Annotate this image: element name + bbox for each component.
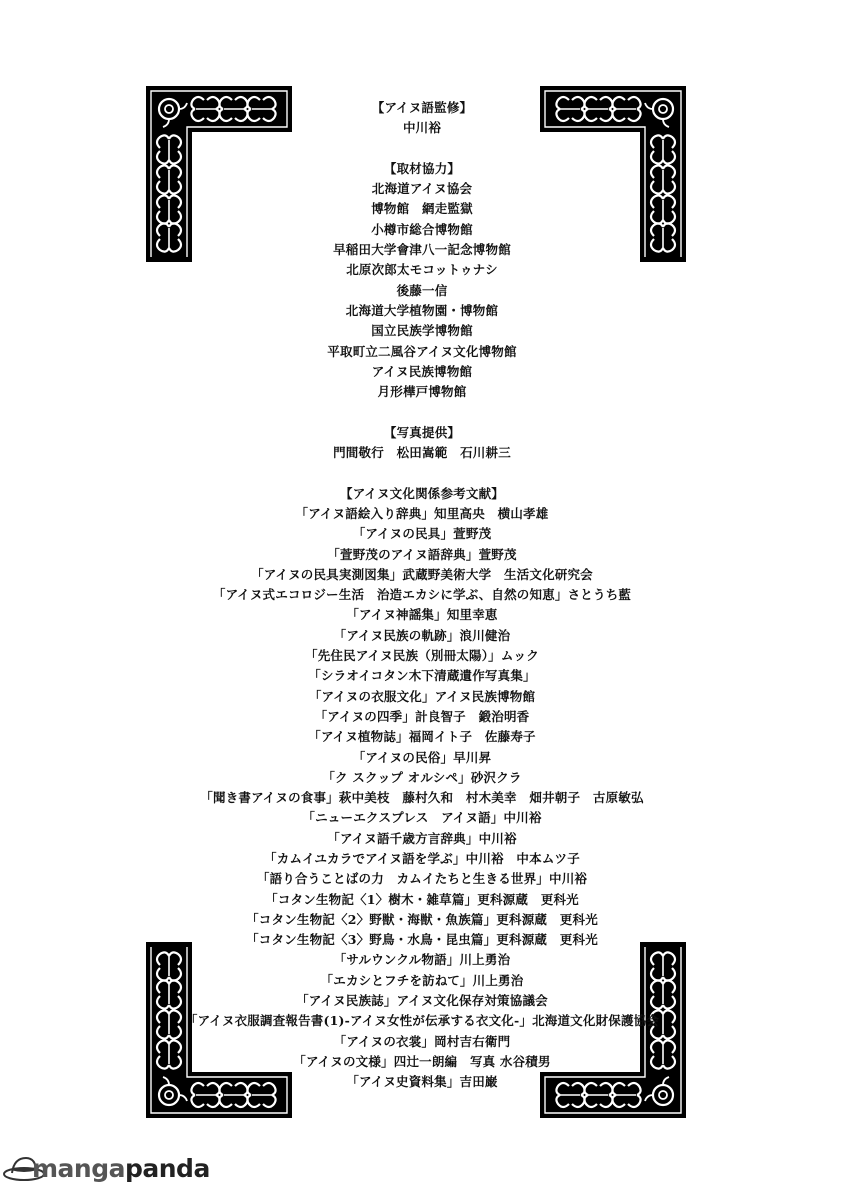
reference-line: 「アイヌ神謡集」知里幸恵 bbox=[346, 607, 498, 623]
credit-line: 北海道アイヌ協会 bbox=[371, 181, 473, 197]
reference-line: 「コタン生物記〈3〉野鳥・水鳥・昆虫篇」更科源蔵 更科光 bbox=[246, 932, 598, 948]
reference-line: 「アイヌの衣服文化」アイヌ民族博物館 bbox=[308, 688, 536, 704]
credit-line: 北原次郎太モコットゥナシ bbox=[346, 262, 498, 278]
reference-line: 「語り合うことばの力 カムイたちと生きる世界」中川裕 bbox=[256, 871, 588, 887]
credit-line: 門間敬行 松田嵩範 石川耕三 bbox=[333, 445, 511, 461]
reference-line: 「聞き書アイヌの食事」萩中美枝 藤村久和 村木美幸 畑井朝子 古原敏弘 bbox=[200, 790, 644, 806]
reference-line: 「アイヌの民具実測図集」武蔵野美術大学 生活文化研究会 bbox=[251, 566, 593, 582]
reference-line: 「アイヌ語千歳方言辞典」中川裕 bbox=[327, 830, 517, 846]
reference-line: 「アイヌ民族の軌跡」浪川健治 bbox=[333, 627, 511, 643]
reference-line: 「アイヌの衣裳」岡村吉右衛門 bbox=[333, 1033, 511, 1049]
credit-line: 中川裕 bbox=[402, 120, 442, 136]
credit-line: 小樽市総合博物館 bbox=[371, 221, 473, 237]
reference-line: 「アイヌの民俗」早川昇 bbox=[352, 749, 492, 765]
credits-list bbox=[150, 98, 694, 1093]
credit-line: 北海道大学植物園・博物館 bbox=[345, 302, 499, 318]
reference-line: 「アイヌの四季」計良智子 鍛治明香 bbox=[314, 708, 530, 724]
reference-line: 「サルウンクル物語」川上勇治 bbox=[333, 952, 511, 968]
reference-line: 「コタン生物記〈2〉野獣・海獣・魚族篇」更科源蔵 更科光 bbox=[246, 911, 598, 927]
reference-line: 「ニューエクスプレス アイヌ語」中川裕 bbox=[302, 810, 542, 826]
credit-line: 博物館 網走監獄 bbox=[371, 201, 473, 217]
reference-line: 「アイヌ語絵入り辞典」知里高央 横山孝雄 bbox=[295, 505, 549, 521]
reference-line: 「アイヌ植物誌」福岡イト子 佐藤寿子 bbox=[308, 729, 536, 745]
reference-line: 「アイヌ衣服調査報告書(1)-アイヌ女性が伝承する衣文化-」北海道文化財保護協会 bbox=[184, 1013, 660, 1029]
reference-line: 「アイヌ式エコロジー生活 治造エカシに学ぶ、自然の知恵」さとうち藍 bbox=[212, 587, 632, 603]
reference-line: 「アイヌ民族誌」アイヌ文化保存対策協議会 bbox=[296, 993, 548, 1009]
credit-line: アイヌ民族博物館 bbox=[371, 363, 473, 379]
section-heading: 【写真提供】 bbox=[383, 424, 461, 440]
reference-line: 「先住民アイヌ民族（別冊太陽）」ムック bbox=[305, 648, 539, 664]
reference-line: 「萱野茂のアイヌ語辞典」萱野茂 bbox=[327, 546, 517, 562]
section-heading: 【アイヌ文化関係参考文献】 bbox=[340, 485, 504, 501]
reference-line: 「アイヌの民具」萱野茂 bbox=[352, 526, 492, 542]
credit-line: 平取町立二風谷アイヌ文化博物館 bbox=[327, 343, 517, 359]
reference-line: 「ク スクップ オルシペ」砂沢クラ bbox=[322, 769, 522, 785]
reference-line: 「シラオイコタン木下清蔵遺作写真集」 bbox=[308, 668, 536, 684]
credit-line: 後藤一信 bbox=[396, 282, 448, 298]
reference-line: 「コタン生物記〈1〉樹木・雑草篇」更科源蔵 更科光 bbox=[265, 891, 579, 907]
watermark-part1: manga bbox=[32, 1154, 125, 1183]
reference-line: 「エカシとフチを訪ねて」川上勇治 bbox=[320, 972, 524, 988]
section-heading: 【アイヌ語監修】 bbox=[371, 100, 473, 115]
section-heading: 【取材協力】 bbox=[383, 160, 461, 176]
watermark-logo bbox=[2, 1150, 210, 1190]
credit-line: 国立民族学博物館 bbox=[371, 323, 473, 339]
reference-line: 「アイヌの文様」四辻一朗編 写真 水谷積男 bbox=[293, 1053, 551, 1069]
reference-line: 「カムイユカラでアイヌ語を学ぶ」中川裕 中本ムツ子 bbox=[264, 850, 580, 866]
watermark-part2: panda bbox=[124, 1154, 210, 1183]
reference-line: 「アイヌ史資料集」吉田巌 bbox=[346, 1074, 498, 1090]
credit-line: 早稲田大学會津八一記念博物館 bbox=[333, 242, 511, 258]
credit-line: 月形樺戸博物館 bbox=[377, 384, 467, 400]
